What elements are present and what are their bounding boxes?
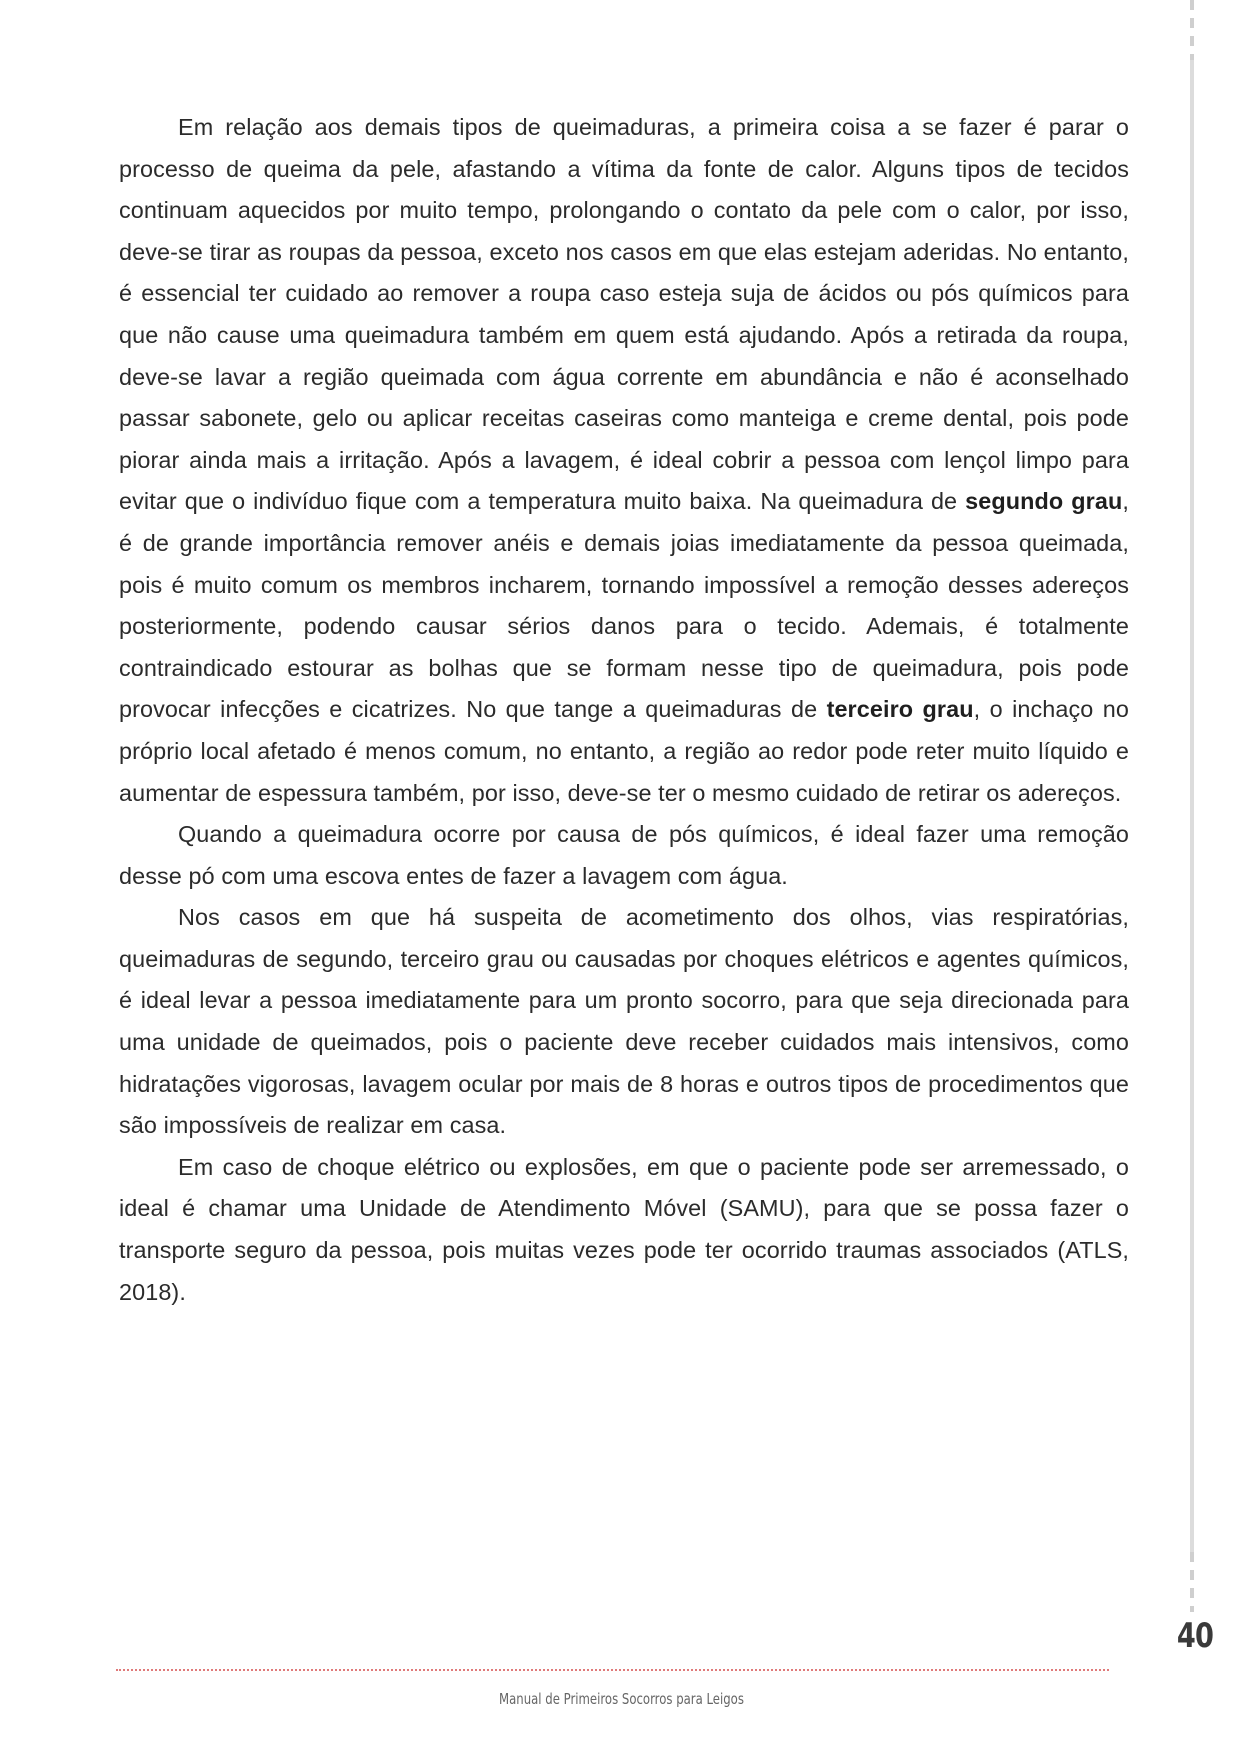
paragraph-2: Quando a queimadura ocorre por causa de pós químicos, é ideal fazer uma remoção desse pó com uma escova entes de fazer a lavagem com água. bbox=[119, 821, 1129, 889]
bold-term-segundo-grau: segundo grau bbox=[965, 488, 1123, 515]
body-text bbox=[119, 107, 1129, 1313]
paragraph-1-text-c: , o inchaço no próprio local afetado é menos comum, no entanto, a região ao redor pode reter muito líquido e aumentar de espessura também, por isso, deve-se ter o mesmo cuidado de retirar os adereços. bbox=[119, 696, 1130, 806]
footer-title: Manual de Primeiros Socorros para Leigos bbox=[499, 1690, 744, 1708]
side-margin-rule bbox=[1190, 0, 1194, 1612]
side-rule-dashes-bottom bbox=[1190, 1552, 1194, 1612]
paragraph-4: Em caso de choque elétrico ou explosões, em que o paciente pode ser arremessado, o ideal é chamar uma Unidade de Atendimento Móvel (SAMU), para que se possa fazer o transporte seguro da pessoa, pois muitas vezes pode ter ocorrido traumas associados (ATLS, 2018). bbox=[119, 1153, 1129, 1305]
page-number: 40 bbox=[1176, 1616, 1214, 1656]
paragraph-1-text-a: Em relação aos demais tipos de queimaduras, a primeira coisa a se fazer é parar o processo de queima da pele, afastando a vítima da fonte de calor. Alguns tipos de tecidos continuam aquecidos por muito tempo, prolongando o contato da pele com o calor, por isso, deve-se tirar as roupas da pessoa, exceto nos casos em que elas estejam aderidas. No entanto, é essencial ter cuidado ao remover a roupa caso esteja suja de ácidos ou pós químicos para que não cause uma queimadura também em quem está ajudando. Após a retirada da roupa, deve-se lavar a região queimada com água corrente em abundância e não é aconselhado passar sabonete, gelo ou aplicar receitas caseiras como manteiga e creme dental, pois pode piorar ainda mais a irritação. Após a lavagem, é ideal cobrir a pessoa com lençol limpo para evitar que o indivíduo fique com a temperatura muito baixa. Na queimadura de bbox=[119, 114, 1129, 515]
bold-term-terceiro-grau: terceiro grau bbox=[826, 696, 974, 723]
paragraph-1 bbox=[119, 107, 1129, 814]
paragraph-1-text-b: , é de grande importância remover anéis e demais joias imediatamente da pessoa queimada, pois é muito comum os membros incharem, tornando impossível a remoção desses adereços posteriormente, podendo causar sérios danos para o tecido. Ademais, é totalmente contraindicado estourar as bolhas que se formam nesse tipo de queimadura, pois pode provocar infecções e cicatrizes. No que tange a queimaduras de bbox=[119, 488, 1129, 723]
footer-dotted-rule bbox=[116, 1669, 1109, 1671]
side-rule-dashes-top bbox=[1190, 0, 1194, 60]
paragraph-3: Nos casos em que há suspeita de acometimento dos olhos, vias respiratórias, queimaduras de segundo, terceiro grau ou causadas por choques elétricos e agentes químicos, é ideal levar a pessoa imediatamente para um pronto socorro, para que seja direcionada para uma unidade de queimados, pois o paciente deve receber cuidados mais intensivos, como hidratações vigorosas, lavagem ocular por mais de 8 horas e outros tipos de procedimentos que são impossíveis de realizar em casa. bbox=[119, 904, 1129, 1139]
